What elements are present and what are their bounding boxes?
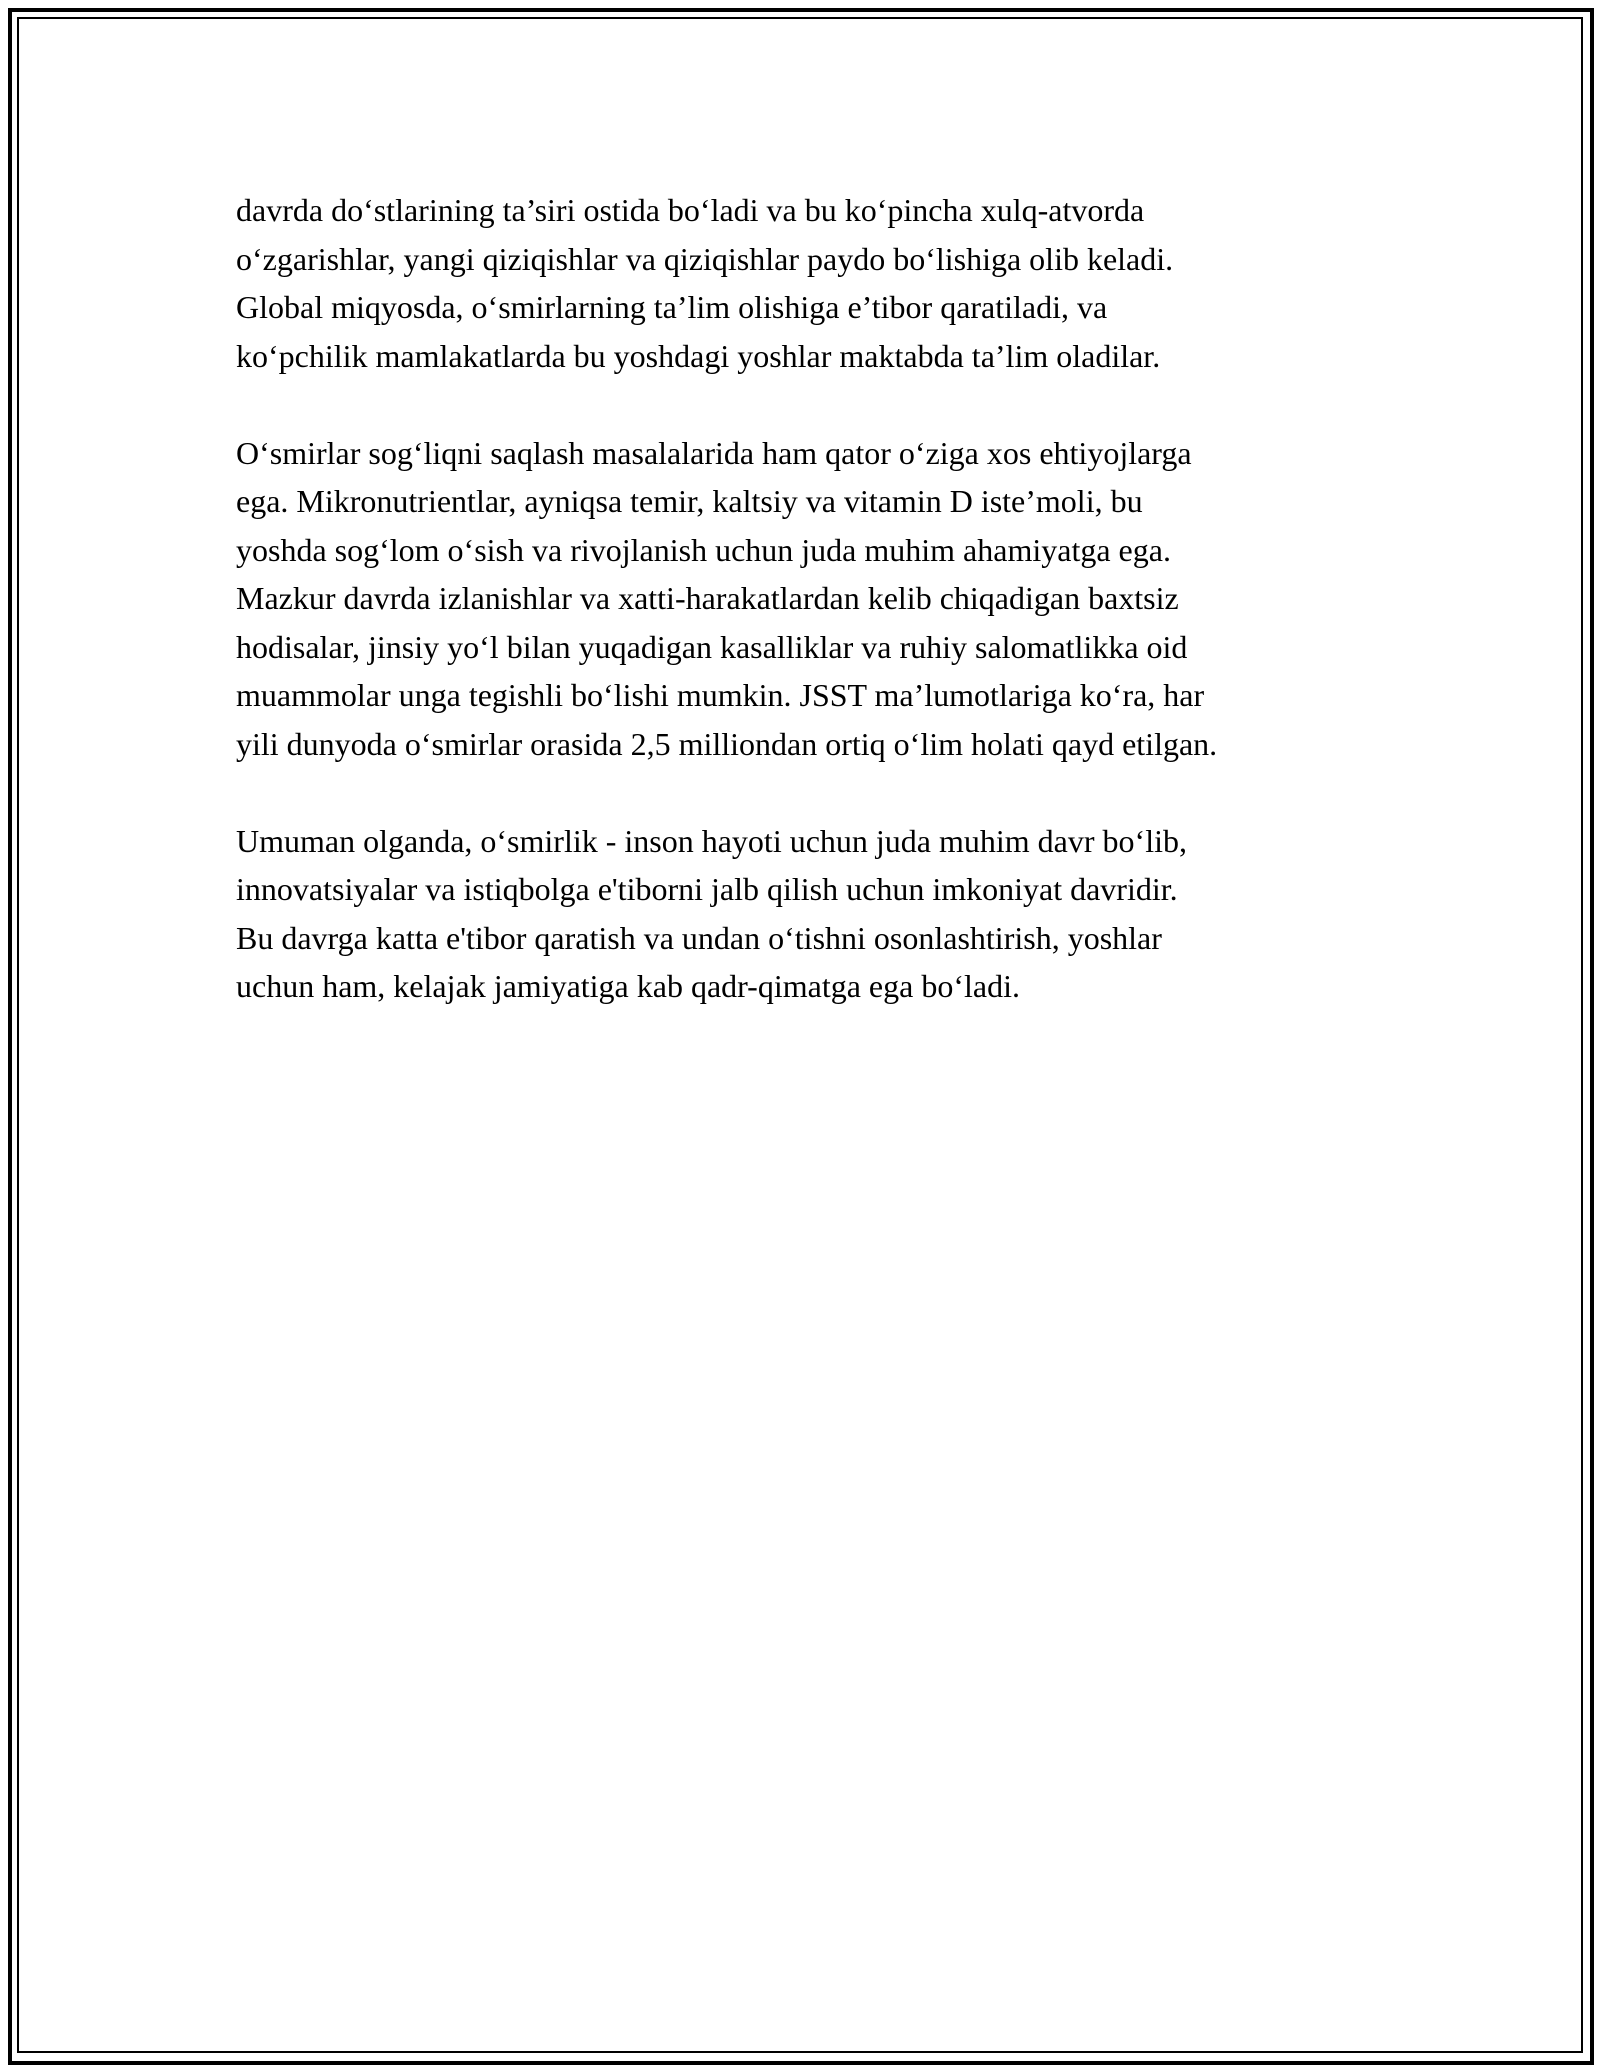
text-line: innovatsiyalar va istiqbolga e'tiborni jalb qilish uchun imkoniyat davridir. (236, 871, 1178, 907)
text-line: O‘smirlar sog‘liqni saqlash masalalarida ham qator o‘ziga xos ehtiyojlarga (236, 434, 1192, 471)
text-line: ko‘pchilik mamlakatlarda bu yoshdagi yoshlar maktabda ta’lim oladilar. (236, 337, 1161, 374)
paragraph-3 (236, 817, 1376, 1011)
paragraph-2 (236, 429, 1376, 769)
paragraph-1 (236, 186, 1376, 380)
text-line: Umuman olganda, o‘smirlik - inson hayoti uchun juda muhim davr bo‘lib, (236, 822, 1187, 859)
document-body (236, 186, 1376, 1059)
text-line: Global miqyosda, o‘smirlarning ta’lim olishiga e’tibor qaratiladi, va (236, 289, 1108, 325)
text-line: muammolar unga tegishli bo‘lishi mumkin. JSST ma’lumotlariga ko‘ra, har (236, 677, 1205, 713)
text-line: hodisalar, jinsiy yo‘l bilan yuqadigan kasalliklar va ruhiy salomatlikka oid (236, 628, 1188, 665)
text-line: Bu davrga katta e'tibor qaratish va undan o‘tishni osonlashtirish, yoshlar (236, 919, 1162, 956)
text-line: ega. Mikronutrientlar, ayniqsa temir, kaltsiy va vitamin D iste’moli, bu (236, 483, 1143, 519)
text-line: uchun ham, kelajak jamiyatiga kab qadr-qimatga ega bo‘ladi. (236, 968, 1020, 1004)
text-line: yili dunyoda o‘smirlar orasida 2,5 milliondan ortiq o‘lim holati qayd etilgan. (236, 725, 1218, 762)
text-line: o‘zgarishlar, yangi qiziqishlar va qiziqishlar paydo bo‘lishiga olib keladi. (236, 240, 1174, 277)
text-line: yoshda sog‘lom o‘sish va rivojlanish uchun juda muhim ahamiyatga ega. (236, 531, 1171, 568)
text-line: Mazkur davrda izlanishlar va xatti-harakatlardan kelib chiqadigan baxtsiz (236, 580, 1179, 616)
text-line: davrda do‘stlarining ta’siri ostida bo‘ladi va bu ko‘pincha xulq-atvorda (236, 192, 1145, 228)
